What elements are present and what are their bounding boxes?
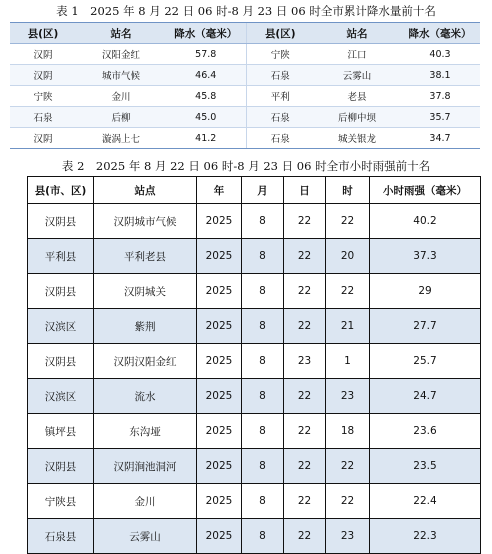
year-cell: 2025	[197, 414, 242, 449]
cumulative-precipitation-table	[10, 22, 480, 149]
column-header-day: 日	[284, 177, 326, 204]
column-header-month: 月	[242, 177, 284, 204]
county-cell: 石泉县	[28, 519, 94, 554]
station-cell: 云雾山	[314, 65, 400, 86]
county-cell: 镇坪县	[28, 414, 94, 449]
table-row	[10, 86, 480, 107]
hour-cell: 21	[326, 309, 370, 344]
precip-cell: 46.4	[166, 65, 246, 86]
table-row	[10, 107, 480, 128]
county-cell: 汉阴	[10, 128, 76, 149]
county-cell: 汉阴县	[28, 274, 94, 309]
county-cell: 平利县	[28, 239, 94, 274]
precip-cell: 57.8	[166, 44, 246, 65]
column-header-station: 站名	[76, 23, 166, 44]
month-cell: 8	[242, 379, 284, 414]
intensity-cell: 22.3	[370, 519, 481, 554]
hour-cell: 22	[326, 449, 370, 484]
county-cell: 宁陕县	[28, 484, 94, 519]
station-cell: 老县	[314, 86, 400, 107]
month-cell: 8	[242, 239, 284, 274]
table-row	[28, 414, 481, 449]
year-cell: 2025	[197, 519, 242, 554]
hour-cell: 22	[326, 484, 370, 519]
intensity-cell: 23.6	[370, 414, 481, 449]
hour-cell: 22	[326, 274, 370, 309]
station-cell: 后柳中坝	[314, 107, 400, 128]
station-cell: 城关银龙	[314, 128, 400, 149]
county-cell: 汉阴县	[28, 204, 94, 239]
table-row	[28, 379, 481, 414]
precip-cell: 45.0	[166, 107, 246, 128]
table-row	[28, 274, 481, 309]
precip-cell: 40.3	[400, 44, 480, 65]
column-header-intensity: 小时雨强（毫米）	[370, 177, 481, 204]
station-cell: 江口	[314, 44, 400, 65]
month-cell: 8	[242, 414, 284, 449]
station-cell: 东沟垭	[94, 414, 197, 449]
station-cell: 云雾山	[94, 519, 197, 554]
station-cell: 汉阴汉阳金红	[94, 344, 197, 379]
day-cell: 22	[284, 449, 326, 484]
hour-cell: 23	[326, 519, 370, 554]
month-cell: 8	[242, 484, 284, 519]
station-cell: 金川	[76, 86, 166, 107]
column-header-precip: 降水（毫米）	[400, 23, 480, 44]
intensity-cell: 25.7	[370, 344, 481, 379]
precip-cell: 37.8	[400, 86, 480, 107]
year-cell: 2025	[197, 379, 242, 414]
hour-cell: 22	[326, 204, 370, 239]
intensity-cell: 29	[370, 274, 481, 309]
county-cell: 汉滨区	[28, 309, 94, 344]
station-cell: 紫荆	[94, 309, 197, 344]
station-cell: 汉阴涧池洞河	[94, 449, 197, 484]
precip-cell: 38.1	[400, 65, 480, 86]
day-cell: 23	[284, 344, 326, 379]
station-cell: 汉阳金红	[76, 44, 166, 65]
table-row	[28, 239, 481, 274]
column-header-county: 县(区)	[10, 23, 76, 44]
month-cell: 8	[242, 344, 284, 379]
column-header-year: 年	[197, 177, 242, 204]
station-cell: 漩涡上七	[76, 128, 166, 149]
county-cell: 石泉	[246, 107, 314, 128]
county-cell: 汉阴	[10, 44, 76, 65]
intensity-cell: 23.5	[370, 449, 481, 484]
column-header-station: 站点	[94, 177, 197, 204]
day-cell: 22	[284, 274, 326, 309]
day-cell: 22	[284, 379, 326, 414]
column-header-hour: 时	[326, 177, 370, 204]
precip-cell: 41.2	[166, 128, 246, 149]
table-row	[28, 309, 481, 344]
table-row	[10, 128, 480, 149]
county-cell: 石泉	[246, 128, 314, 149]
column-header-county: 县(市、区)	[28, 177, 94, 204]
table-header-row	[28, 177, 481, 204]
column-header-station: 站名	[314, 23, 400, 44]
county-cell: 石泉	[10, 107, 76, 128]
county-cell: 宁陕	[246, 44, 314, 65]
hourly-rainfall-intensity-table	[27, 176, 481, 554]
table-row	[28, 519, 481, 554]
table-row	[10, 65, 480, 86]
column-header-county: 县(区)	[246, 23, 314, 44]
month-cell: 8	[242, 449, 284, 484]
county-cell: 汉阴	[10, 65, 76, 86]
day-cell: 22	[284, 519, 326, 554]
column-header-precip: 降水（毫米）	[166, 23, 246, 44]
intensity-cell: 22.4	[370, 484, 481, 519]
table-row	[10, 44, 480, 65]
table-row	[28, 204, 481, 239]
month-cell: 8	[242, 274, 284, 309]
county-cell: 汉阴县	[28, 344, 94, 379]
year-cell: 2025	[197, 274, 242, 309]
table-row	[28, 449, 481, 484]
year-cell: 2025	[197, 309, 242, 344]
month-cell: 8	[242, 519, 284, 554]
month-cell: 8	[242, 309, 284, 344]
station-cell: 平利老县	[94, 239, 197, 274]
table-header-row	[10, 23, 480, 44]
day-cell: 22	[284, 309, 326, 344]
precip-cell: 34.7	[400, 128, 480, 149]
station-cell: 汉阴城关	[94, 274, 197, 309]
county-cell: 平利	[246, 86, 314, 107]
hour-cell: 20	[326, 239, 370, 274]
precip-cell: 35.7	[400, 107, 480, 128]
day-cell: 22	[284, 239, 326, 274]
station-cell: 汉阴城市气候	[94, 204, 197, 239]
county-cell: 石泉	[246, 65, 314, 86]
year-cell: 2025	[197, 449, 242, 484]
year-cell: 2025	[197, 239, 242, 274]
station-cell: 后柳	[76, 107, 166, 128]
station-cell: 城市气候	[76, 65, 166, 86]
table2-caption: 表 2 2025 年 8 月 22 日 06 时-8 月 23 日 06 时全市小时雨强前十名	[61, 159, 431, 173]
hour-cell: 23	[326, 379, 370, 414]
day-cell: 22	[284, 484, 326, 519]
intensity-cell: 24.7	[370, 379, 481, 414]
hour-cell: 18	[326, 414, 370, 449]
intensity-cell: 40.2	[370, 204, 481, 239]
precip-cell: 45.8	[166, 86, 246, 107]
year-cell: 2025	[197, 204, 242, 239]
month-cell: 8	[242, 204, 284, 239]
intensity-cell: 37.3	[370, 239, 481, 274]
county-cell: 宁陕	[10, 86, 76, 107]
year-cell: 2025	[197, 484, 242, 519]
county-cell: 汉阴县	[28, 449, 94, 484]
county-cell: 汉滨区	[28, 379, 94, 414]
table-row	[28, 344, 481, 379]
table-row	[28, 484, 481, 519]
station-cell: 流水	[94, 379, 197, 414]
intensity-cell: 27.7	[370, 309, 481, 344]
hour-cell: 1	[326, 344, 370, 379]
day-cell: 22	[284, 414, 326, 449]
table1-caption: 表 1 2025 年 8 月 22 日 06 时-8 月 23 日 06 时全市累计降水量前十名	[56, 4, 436, 18]
year-cell: 2025	[197, 344, 242, 379]
station-cell: 金川	[94, 484, 197, 519]
day-cell: 22	[284, 204, 326, 239]
